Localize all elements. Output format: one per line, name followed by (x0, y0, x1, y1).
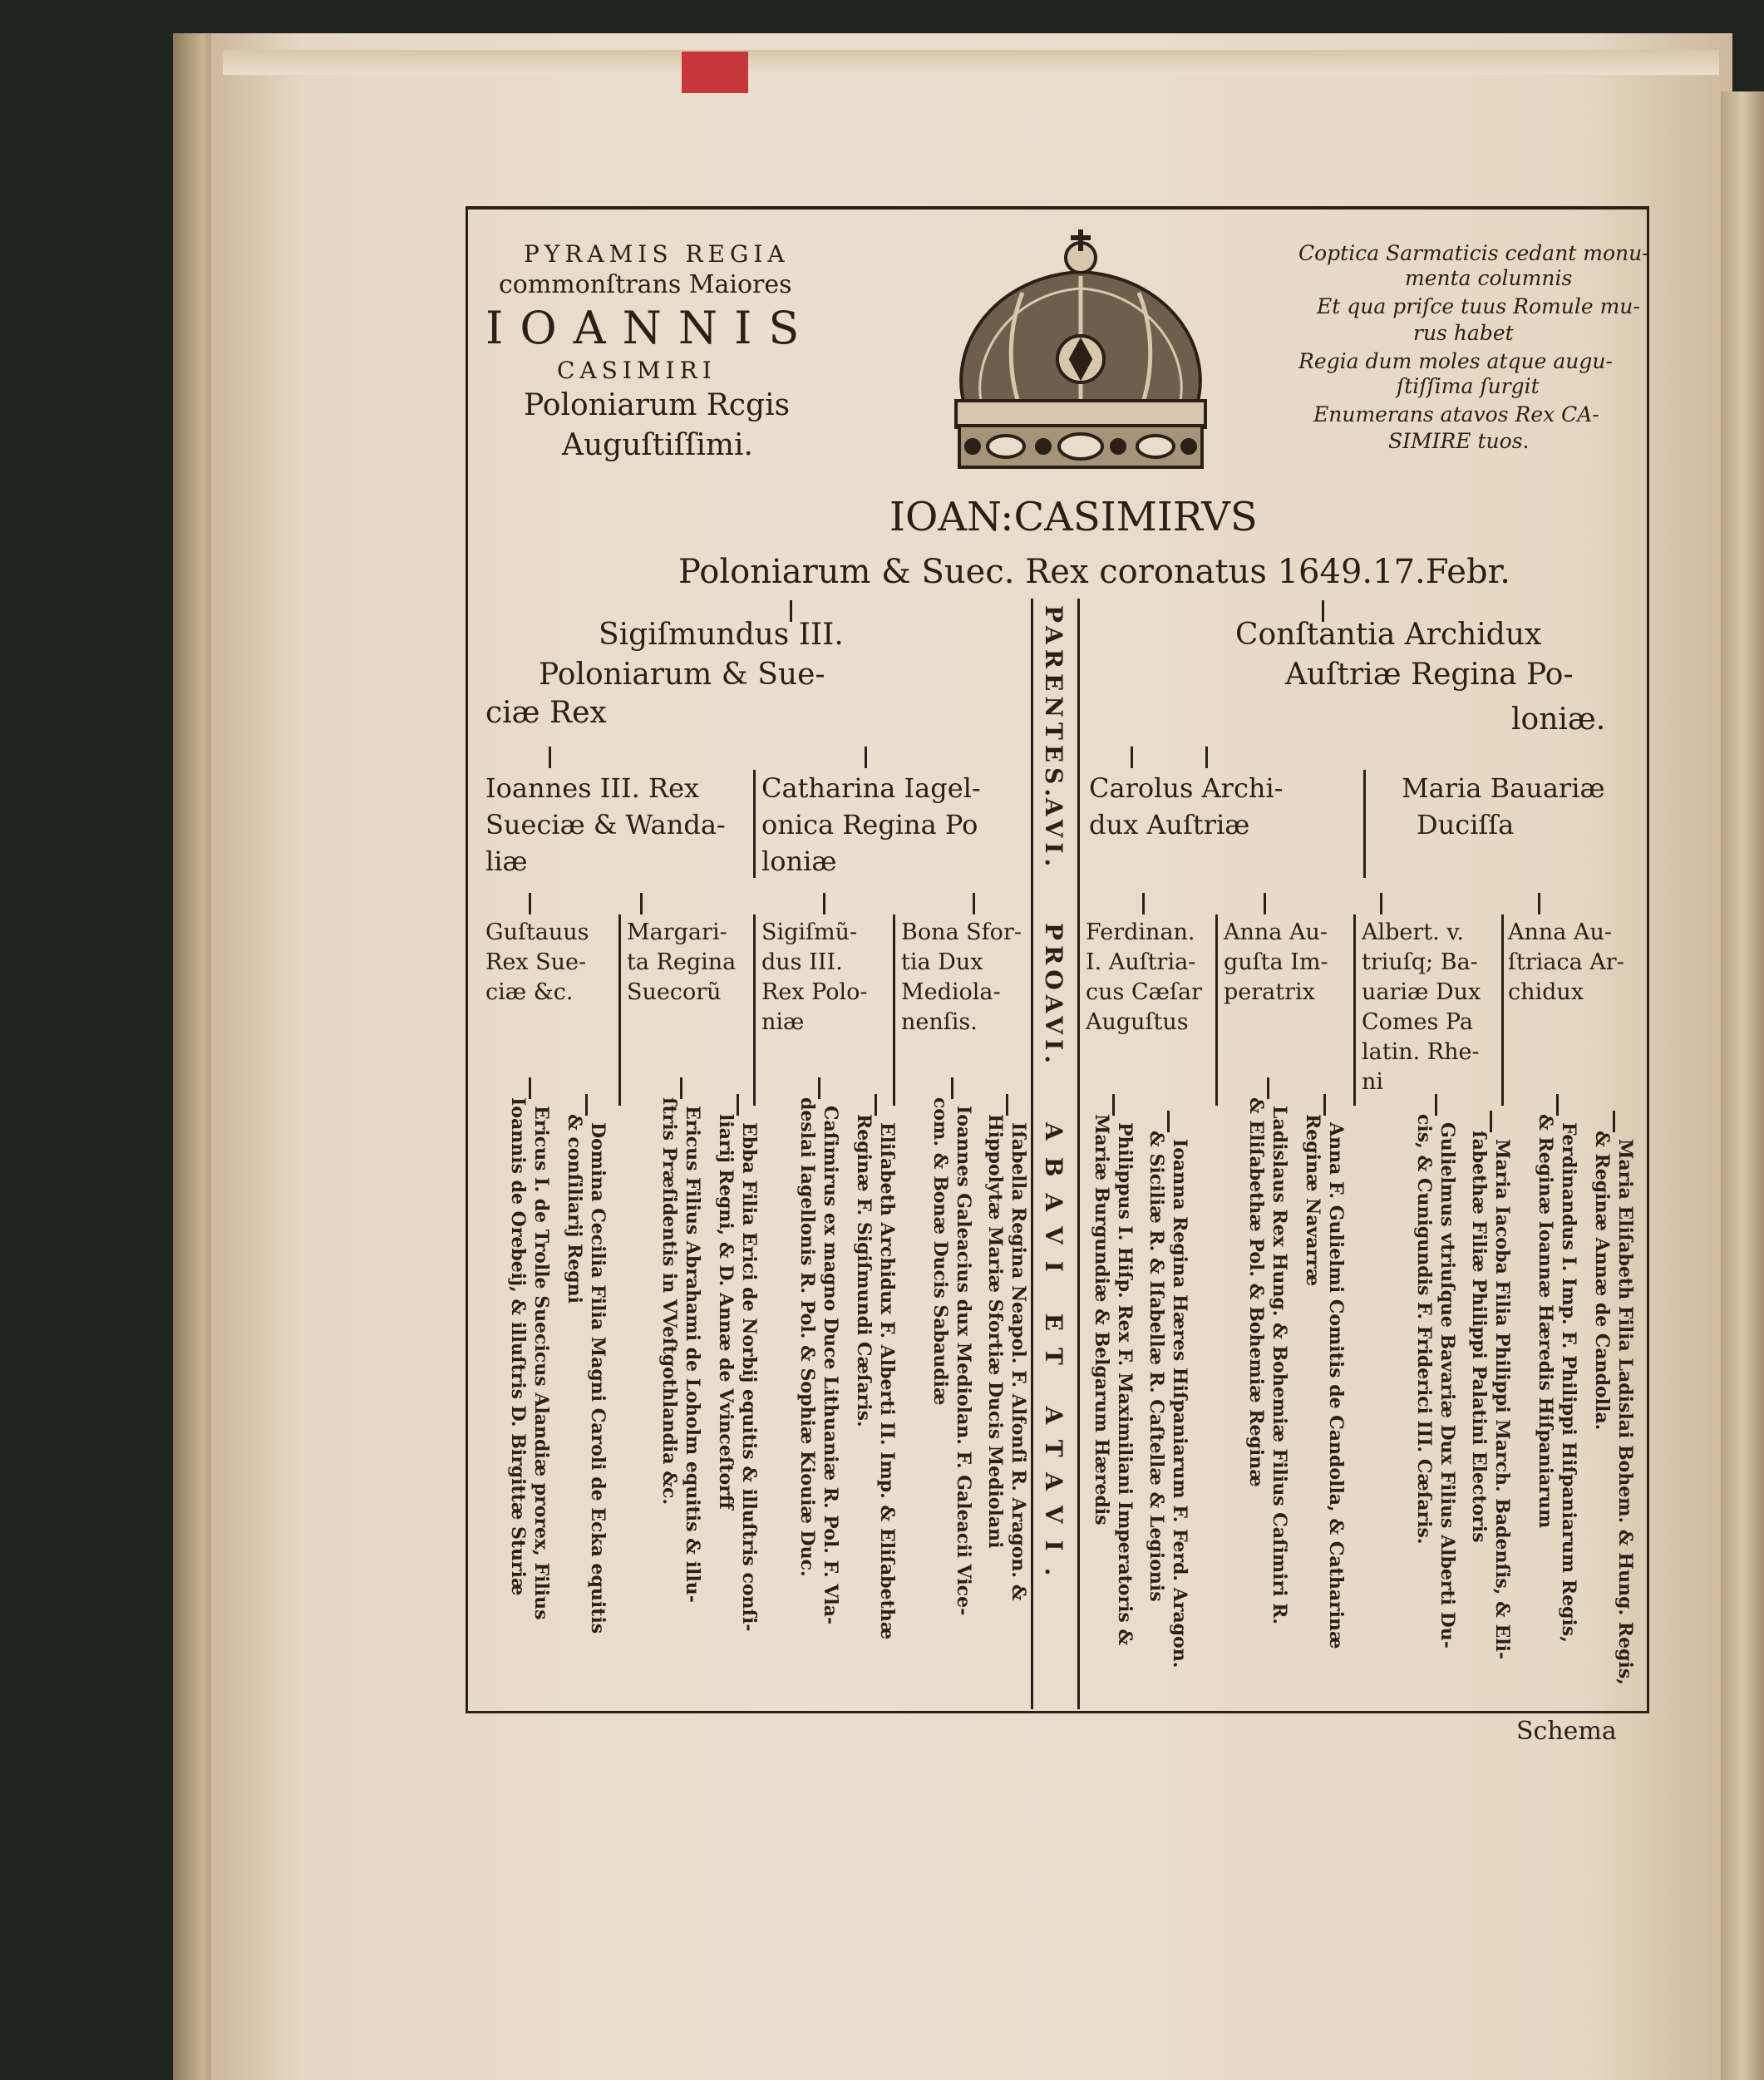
tick (973, 893, 975, 914)
ancestor-line: ſabethæ Filiæ Philippi Palatini Electoris (1468, 1131, 1490, 1543)
ancestor-line: cis, & Cunigundis F. Friderici III. Cæſaris. (1413, 1114, 1435, 1545)
proavus-line: Anna Au- (1224, 919, 1328, 945)
tick (529, 1077, 531, 1099)
poem-line-3: Et qua priſce tuus Romule mu- (1317, 294, 1640, 318)
proavi-divider (1215, 914, 1218, 1106)
tick (1112, 1094, 1115, 1116)
proavus-line: niæ (761, 1009, 805, 1035)
proavus-line: guſta Im- (1224, 949, 1328, 975)
proavus-line: ciæ &c. (485, 979, 574, 1005)
ancestor-line: com. & Bonæ Ducis Sabaudiæ (929, 1097, 951, 1406)
ancestor-line: Reginæ Navarræ (1302, 1114, 1323, 1287)
ancestor-line: Ericus Filius Abrahami de Loholm equitis & illu- (682, 1106, 703, 1603)
proavus-line: Bona Sfor- (901, 919, 1022, 945)
proavus-line: I. Auſtria- (1086, 949, 1196, 975)
ancestor-line: Gulielmus vtriuſque Bavariæ Dux Filius Alberti Du- (1436, 1122, 1458, 1649)
father-line: Poloniarum & Sue- (539, 658, 825, 692)
proavus-line: ſtriaca Ar- (1508, 949, 1624, 975)
grandparent-line: liæ (485, 845, 528, 877)
mother-line: Auſtriæ Regina Po- (1285, 658, 1574, 692)
tick (1267, 1077, 1269, 1099)
ancestor-line: Ladislaus Rex Hung. & Bohemiæ Filius Caſimiri R. (1269, 1106, 1290, 1625)
proavus-line: uariæ Dux (1362, 979, 1481, 1005)
pyramis-line-4: CASIMIRI (557, 357, 717, 384)
catchword: Schema (1516, 1717, 1617, 1746)
king-title: Poloniarum & Suec. Rex coronatus 1649.17.Febr. (678, 553, 1511, 591)
poem-line-8: SIMIRE tuos. (1388, 429, 1530, 453)
pyramis-line-5: Poloniarum Rcgis (524, 388, 791, 422)
tick (823, 893, 825, 914)
ancestor-line: Ebba Filia Erici de Norbij equitis & illuſtris conſi- (738, 1122, 760, 1632)
poem-line-6: ſtiſſima ſurgit (1397, 374, 1540, 398)
tick (585, 1094, 588, 1116)
proavi-divider (618, 914, 621, 1106)
ancestor-line: & Reginæ Annæ de Candolla. (1591, 1131, 1613, 1431)
center-divider-left (1031, 599, 1033, 1709)
poem-line-4: rus habet (1413, 321, 1514, 345)
proavus-line: triuſq; Ba- (1362, 949, 1478, 975)
grandparent-divider (753, 770, 756, 878)
ancestor-line: Mariæ Burgundiæ & Belgarum Hæredis (1091, 1114, 1112, 1525)
tick (951, 1077, 953, 1099)
ancestor-line: Reginæ F. Sigiſmundi Cæſaris. (853, 1114, 875, 1427)
poem-line-5: Regia dum moles atque augu- (1298, 349, 1613, 373)
pyramis-line-2: commonſtrans Maiores (499, 270, 792, 299)
tick (1167, 1111, 1170, 1132)
pyramis-line-3: IOANNIS (485, 302, 816, 354)
grandparent-line: Ioannes III. Rex (485, 772, 700, 804)
king-name: IOAN:CASIMIRVS (889, 494, 1258, 540)
proavus-line: Anna Au- (1508, 919, 1612, 945)
proavi-divider (893, 914, 895, 1106)
ancestor-line: Caſimirus ex magno Duce Lithuaniæ R. Pol. F. Vla- (820, 1106, 841, 1625)
tick (1538, 893, 1540, 914)
page-edges-right (1721, 91, 1764, 2080)
ancestor-line: Ioannes Galeacius dux Mediolan. F. Galeacii Vice- (953, 1106, 974, 1616)
proavus-line: cus Cæſar (1086, 979, 1202, 1005)
proavi-divider (1501, 914, 1504, 1106)
grandparent-divider (1363, 770, 1366, 878)
proavus-line: Mediola- (901, 979, 1001, 1005)
ancestor-line: Iſabella Regina Neapol. F. Alfonſi R. Aragon. & (1008, 1122, 1029, 1601)
ancestor-line: Domina Cecilia Filia Magni Caroli de Ecka equitis (587, 1122, 609, 1634)
grandparent-line: Sueciæ & Wanda- (485, 809, 726, 840)
proavus-line: Suecorũ (627, 979, 722, 1005)
ancestor-line: deslai Iagellonis R. Pol. & Sophiæ Kiouiæ Duc. (796, 1097, 818, 1577)
pyramis-line-6: Auguſtiſſimi. (562, 428, 753, 462)
tick (1205, 747, 1208, 768)
label-parentes: PARENTES. (1040, 605, 1067, 802)
ancestor-line: Ferdinandus I. Imp. F. Philippi Hiſpaniarum Regis, (1558, 1122, 1579, 1643)
proavus-line: Comes Pa (1362, 1009, 1473, 1035)
label-proavi: PROAVI. (1040, 923, 1067, 1068)
proavus-line: Guſtauus (485, 919, 589, 945)
ancestor-line: & conſiliarij Regni (564, 1114, 585, 1304)
grandparent-line: Duciſſa (1417, 809, 1515, 840)
ancestor-line: & Reginæ Ioannæ Hæredis Hiſpaniarum (1535, 1114, 1556, 1529)
tick (1490, 1111, 1492, 1132)
label-avi: AVI. (1040, 798, 1067, 872)
mother-line: loniæ. (1511, 702, 1606, 737)
grandparent-line: Carolus Archi- (1089, 772, 1284, 804)
tick (1380, 893, 1382, 914)
tick (549, 747, 551, 768)
tick (1142, 893, 1145, 914)
tick (875, 1094, 877, 1116)
tick (865, 747, 867, 768)
proavus-line: peratrix (1224, 979, 1315, 1005)
ancestor-line: Maria Iacoba Filia Philippi March. Badenſis, & Eli- (1491, 1139, 1513, 1660)
proavus-line: tia Dux (901, 949, 983, 975)
ancestor-line: Anna F. Gulielmi Comitis de Candolla, & Catharinæ (1325, 1122, 1347, 1649)
tick (818, 1077, 820, 1099)
crown-woodcut (914, 226, 1247, 495)
grandparent-line: loniæ (761, 845, 837, 877)
grandparent-line: Catharina Iagel- (761, 772, 981, 804)
tick (1131, 747, 1133, 768)
tick (737, 1094, 739, 1116)
ancestor-line: liarij Regni, & D. Annæ de Vvinceſtorff (715, 1114, 737, 1510)
center-divider-right (1077, 599, 1080, 1709)
proavus-line: Auguſtus (1086, 1009, 1189, 1035)
ancestor-line: Hippolytæ Mariæ Sfortiæ Ducis Mediolani (984, 1114, 1006, 1549)
proavus-line: chidux (1508, 979, 1584, 1005)
poem-line-7: Enumerans atavos Rex CA- (1313, 402, 1599, 426)
ancestor-line: Maria Eliſabeth Filia Ladislai Bohem. & Hung. Regis, (1614, 1139, 1636, 1685)
proavi-divider (753, 914, 756, 1106)
ancestor-line: Ioanna Regina Hæres Hiſpaniarum F. Ferd. Aragon. (1169, 1139, 1190, 1668)
tick (640, 893, 643, 914)
ancestor-line: Ericus I. de Trolle Suecicus Alandiæ prorex, Filius (530, 1106, 552, 1620)
tick (680, 1077, 682, 1099)
tick (1264, 893, 1266, 914)
proavi-divider (1353, 914, 1356, 1106)
proavus-line: Rex Polo- (761, 979, 868, 1005)
ancestor-line: Ioannis de Orebeij, & illuſtris D. Birgittæ Sturiæ (507, 1097, 529, 1596)
label-abavi-atavi: ABAVI ET ATAVI. (1040, 1122, 1067, 1593)
page-edges-top (223, 50, 1719, 75)
proavus-line: Ferdinan. (1086, 919, 1195, 945)
proavus-line: ta Regina (627, 949, 737, 975)
ancestor-line: ſtris Præſidentis in VVeſtgothlandia &c. (658, 1097, 680, 1506)
ancestor-line: & Eliſabethæ Pol. & Bohemiæ Reginæ (1245, 1097, 1267, 1487)
proavus-line: nenſis. (901, 1009, 978, 1035)
proavus-line: Margari- (627, 919, 727, 945)
proavus-line: dus III. (761, 949, 843, 975)
poem-line-1: Coptica Sarmaticis cedant monu- (1298, 241, 1649, 265)
tick (1556, 1094, 1559, 1116)
ancestor-line: & Siciliæ R. & Iſabellæ R. Caſtellæ & Legionis (1146, 1131, 1167, 1602)
proavus-line: latin. Rhe- (1362, 1039, 1480, 1065)
grandparent-line: onica Regina Po (761, 809, 978, 840)
grandparent-line: dux Auſtriæ (1089, 809, 1250, 840)
grandparent-line: Maria Bauariæ (1402, 772, 1605, 804)
proavus-line: Rex Sue- (485, 949, 587, 975)
proavus-line: Sigiſmũ- (761, 919, 858, 945)
tick (1613, 1111, 1615, 1132)
proavus-line: ni (1362, 1069, 1384, 1095)
red-bookmark-tab (682, 52, 748, 93)
poem-line-2: menta columnis (1405, 266, 1573, 290)
ancestor-line: Eliſabeth Archidux F. Alberti II. Imp. & Eliſabethæ (876, 1122, 898, 1640)
proavus-line: Albert. v. (1362, 919, 1464, 945)
tick (1435, 1094, 1437, 1116)
tick (529, 893, 531, 914)
tick (1006, 1094, 1008, 1116)
father-line: ciæ Rex (485, 696, 607, 730)
tick (1323, 1094, 1326, 1116)
ancestor-line: Philippus I. Hiſp. Rex F. Maximiliani Imperatoris & (1114, 1122, 1136, 1646)
father-line: Sigiſmundus III. (599, 618, 844, 652)
pyramis-line-1: PYRAMIS REGIA (524, 240, 790, 268)
mother-line: Conſtantia Archidux (1235, 618, 1542, 652)
